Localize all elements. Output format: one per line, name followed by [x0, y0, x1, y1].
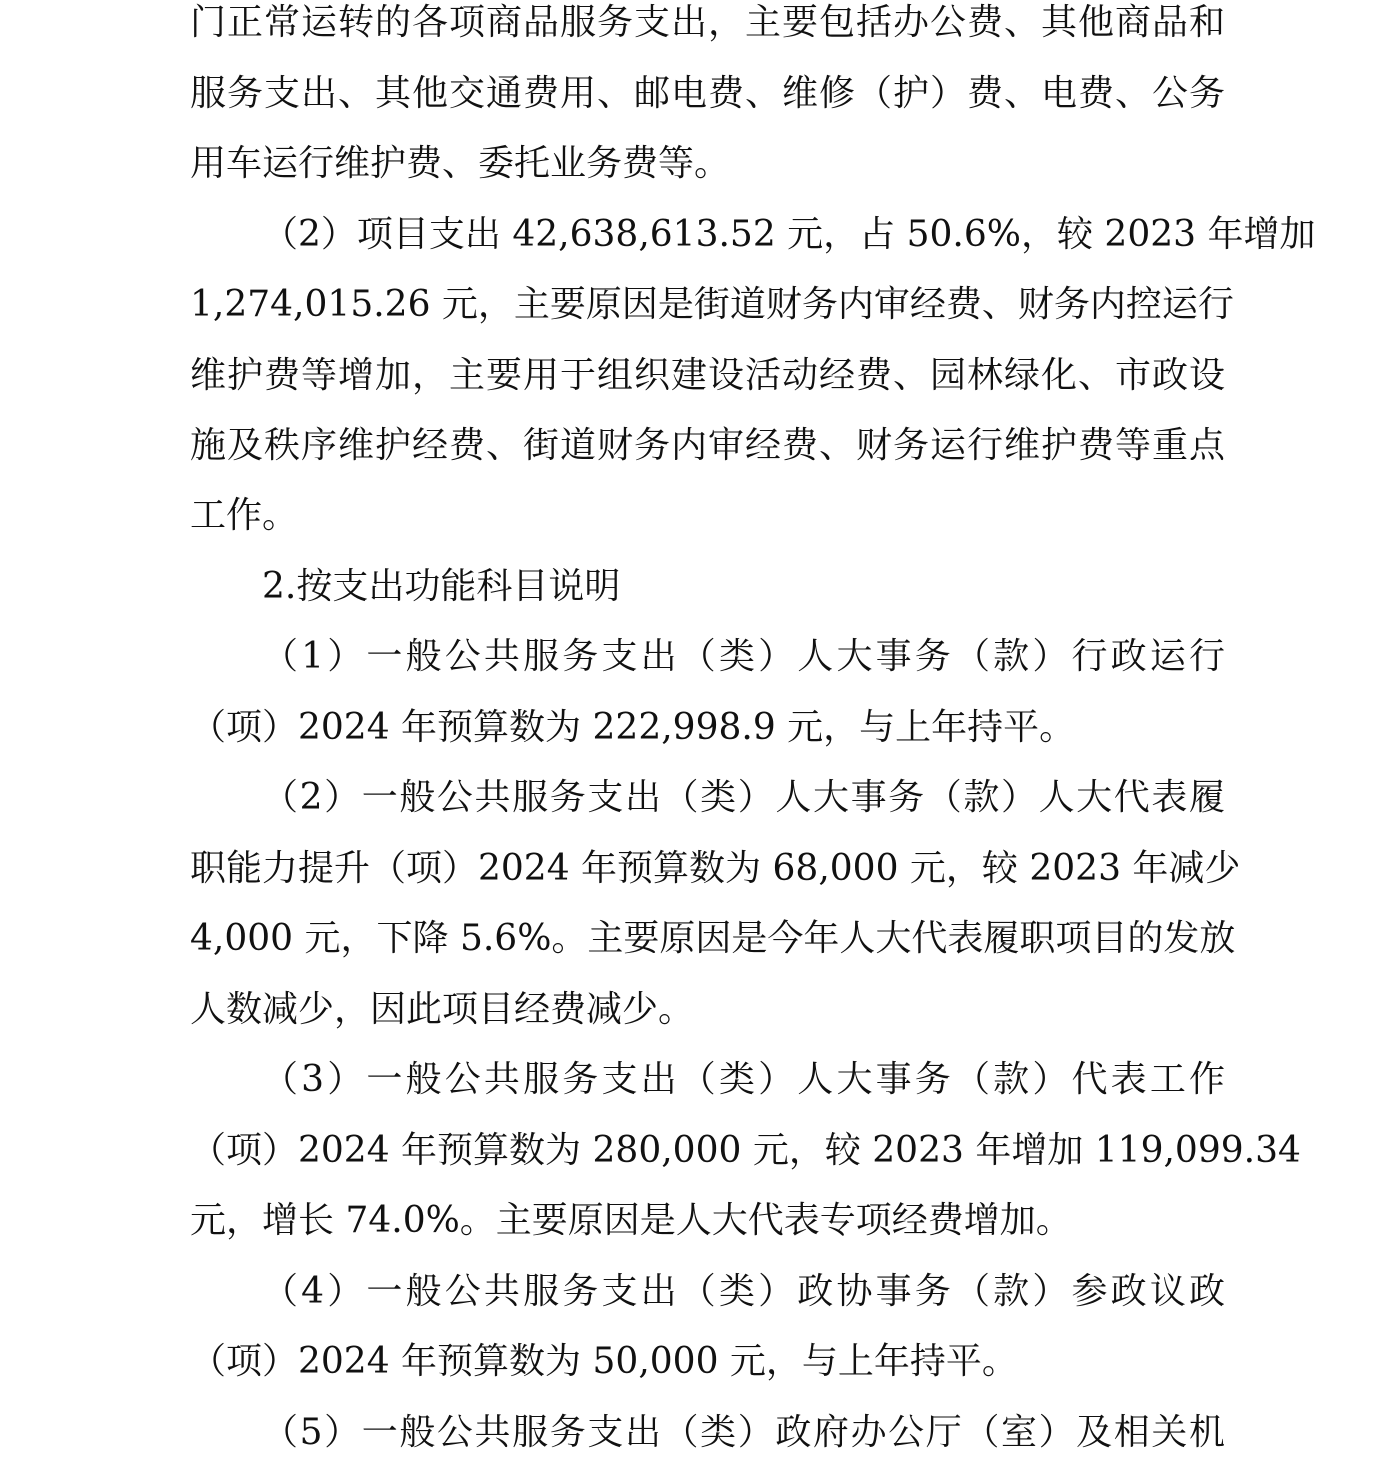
section-heading: 2.按支出功能科目说明	[262, 566, 621, 607]
paragraph-line: （项）2024 年预算数为 280,000 元，较 2023 年增加 119,099.34	[190, 1130, 1301, 1171]
paragraph-line: （4）一般公共服务支出（类）政协事务（款）参政议政	[262, 1271, 1225, 1312]
paragraph-line: 元，增长 74.0%。主要原因是人大代表专项经费增加。	[190, 1200, 1072, 1241]
paragraph-line: （2）项目支出 42,638,613.52 元，占 50.6%，较 2023 年增加	[262, 214, 1316, 255]
paragraph-line: （2）一般公共服务支出（类）人大事务（款）人大代表履	[262, 777, 1225, 818]
paragraph-line: 施及秩序维护经费、街道财务内审经费、财务运行维护费等重点	[190, 425, 1225, 466]
paragraph-line: （3）一般公共服务支出（类）人大事务（款）代表工作	[262, 1059, 1225, 1100]
paragraph-line: （1）一般公共服务支出（类）人大事务（款）行政运行	[262, 636, 1225, 677]
paragraph-line: 门正常运转的各项商品服务支出，主要包括办公费、其他商品和	[190, 2, 1225, 43]
paragraph-line: 职能力提升（项）2024 年预算数为 68,000 元，较 2023 年减少	[190, 848, 1241, 889]
paragraph-line: 工作。	[190, 495, 299, 536]
paragraph-line: 服务支出、其他交通费用、邮电费、维修（护）费、电费、公务	[190, 73, 1225, 114]
paragraph-line: 4,000 元，下降 5.6%。主要原因是今年人大代表履职项目的发放	[190, 918, 1236, 959]
paragraph-line: （项）2024 年预算数为 222,998.9 元，与上年持平。	[190, 707, 1076, 748]
paragraph-line: 1,274,015.26 元，主要原因是街道财务内审经费、财务内控运行	[190, 284, 1234, 325]
paragraph-line: 用车运行维护费、委托业务费等。	[190, 143, 731, 184]
paragraph-line: 维护费等增加，主要用于组织建设活动经费、园林绿化、市政设	[190, 355, 1225, 396]
paragraph-line: （项）2024 年预算数为 50,000 元，与上年持平。	[190, 1341, 1018, 1382]
paragraph-line: （5）一般公共服务支出（类）政府办公厅（室）及相关机	[262, 1412, 1225, 1453]
paragraph-line: 人数减少，因此项目经费减少。	[190, 989, 695, 1030]
